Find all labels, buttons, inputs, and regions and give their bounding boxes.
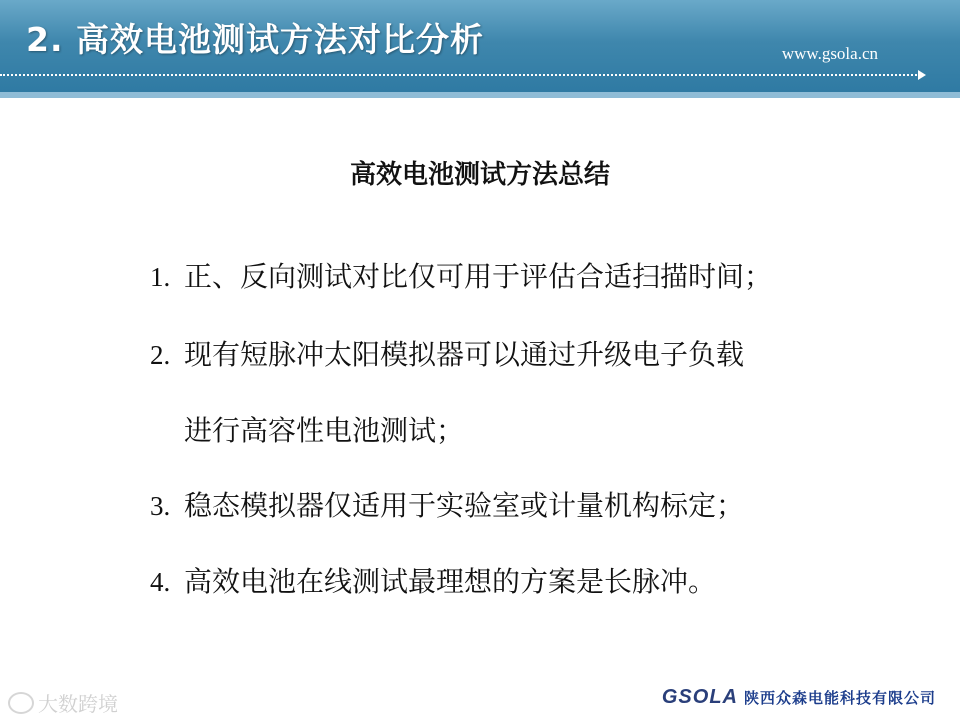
list-number: 1.: [150, 262, 171, 292]
list-text: 正、反向测试对比仅可用于评估合适扫描时间；: [184, 260, 773, 293]
list-text: 稳态模拟器仅适用于实验室或计量机构标定；: [184, 489, 745, 522]
header-underline-band: [0, 92, 960, 98]
footer-branding: [662, 686, 936, 709]
dotted-divider: [0, 74, 920, 76]
watermark-text: 大数跨境: [38, 692, 118, 716]
list-item: [150, 333, 744, 373]
list-item: [150, 560, 716, 600]
slide-title: 2. 高效电池测试方法对比分析: [26, 20, 484, 59]
watermark-icon: [8, 692, 34, 714]
list-text: 现有短脉冲太阳模拟器可以通过升级电子负载: [184, 338, 745, 371]
list-item: [150, 484, 744, 524]
list-text: 高效电池在线测试最理想的方案是长脉冲。: [184, 565, 717, 598]
list-item-continuation: 进行高容性电池测试；: [184, 414, 465, 447]
website-url: www.gsola.cn: [781, 44, 878, 63]
list-number: 2.: [150, 340, 171, 370]
company-logo: GSOLA: [661, 686, 738, 708]
list-number: 3.: [150, 491, 171, 521]
company-name: 陕西众森电能科技有限公司: [743, 689, 936, 707]
list-number: 4.: [150, 567, 171, 597]
list-item: [150, 255, 772, 295]
arrow-icon: [918, 70, 926, 80]
watermark: [8, 688, 118, 717]
content-heading: 高效电池测试方法总结: [349, 160, 610, 190]
header-bar: [0, 0, 960, 92]
